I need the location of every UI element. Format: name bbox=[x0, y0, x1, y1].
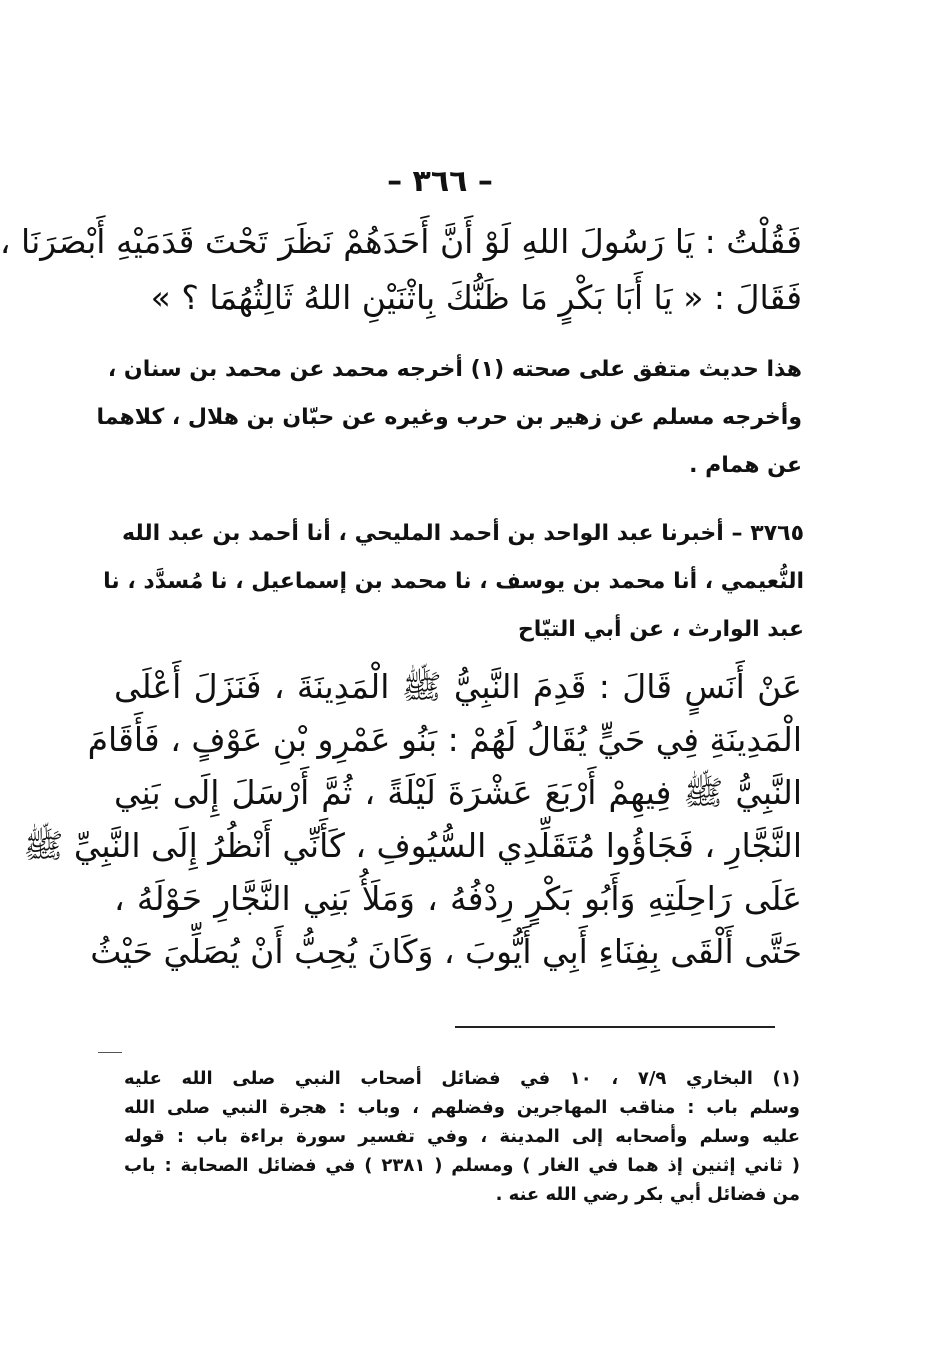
text-line: وأخرجه مسلم عن زهير بن حرب وغيره عن حبّان بن هلال ، كلاهما bbox=[96, 405, 802, 430]
hadith-grading-commentary bbox=[96, 346, 802, 490]
text-line: النَّبِيُّ ﷺ فِيهِمْ أَرْبَعَ عَشْرَةَ لَيْلَةً ، ثُمَّ أَرْسَلَ إِلَى بَنِي bbox=[114, 773, 802, 812]
text-line: عن همام . bbox=[689, 453, 802, 478]
footnote-line: ( ثاني إثنين إذ هما في الغار ) ومسلم ( ٢٣٨١ ) في فضائل الصحابة : باب bbox=[124, 1155, 800, 1176]
footnote-line: عليه وسلم وأصحابه إلى المدينة ، وفي تفسير سورة براءة باب : قوله bbox=[124, 1126, 800, 1147]
text-line: فَقَالَ : « يَا أَبَا بَكْرٍ مَا ظَنُّكَ بِاثْنَيْنِ اللهُ ثَالِثُهُمَا ؟ » bbox=[150, 278, 802, 317]
text-line: عَنْ أَنَسٍ قَالَ : قَدِمَ النَّبِيُّ ﷺ الْمَدِينَةَ ، فَنَزَلَ أَعْلَى bbox=[114, 667, 802, 706]
footnote-divider bbox=[455, 1026, 775, 1028]
text-line: ٣٧٦٥ – أخبرنا عبد الواحد بن أحمد المليحي ، أنا أحمد بن عبد الله bbox=[122, 521, 804, 546]
footnote-line: وسلم باب : مناقب المهاجرين وفضلهم ، وباب : هجرة النبي صلى الله bbox=[124, 1097, 800, 1118]
footnote-line: من فضائل أبي بكر رضي الله عنه . bbox=[495, 1184, 800, 1205]
hadith-text-continuation bbox=[0, 214, 802, 326]
text-line: فَقُلْتُ : يَا رَسُولَ اللهِ لَوْ أَنَّ أَحَدَهُمْ نَظَرَ تَحْتَ قَدَمَيْهِ أَبْصَرَنَا ، bbox=[0, 222, 802, 261]
text-line: عبد الوارث ، عن أبي التيّاح bbox=[517, 617, 804, 642]
page-number: – ٣٦٦ – bbox=[387, 164, 493, 199]
text-line: النُّعيمي ، أنا محمد بن يوسف ، نا محمد بن إسماعيل ، نا مُسدَّد ، نا bbox=[103, 569, 804, 594]
text-line: حَتَّى أَلْقَى بِفِنَاءِ أَبِي أَيُّوبَ ، وَكَانَ يُحِبُّ أَنْ يُصَلِّيَ حَيْثُ bbox=[90, 932, 802, 971]
text-line: النَّجَّارِ ، فَجَاؤُوا مُتَقَلِّدِي السُّيُوفِ ، كَأَنِّي أَنْظُرُ إِلَى النَّبِيِّ ﷺ bbox=[23, 826, 802, 865]
text-line: الْمَدِينَةِ فِي حَيٍّ يُقَالُ لَهُمْ : بَنُو عَمْرِو بْنِ عَوْفٍ ، فَأَقَامَ bbox=[87, 720, 802, 759]
footnote-line: (١) البخاري ٧/٩ ، ١٠ في فضائل أصحاب النبي صلى الله عليه bbox=[124, 1068, 800, 1089]
footnotes bbox=[124, 1064, 800, 1209]
text-line: عَلَى رَاحِلَتِهِ وَأَبُو بَكْرٍ رِدْفُهُ ، وَمَلَأُ بَنِي النَّجَّارِ حَوْلَهُ ، bbox=[114, 879, 802, 918]
hadith-text-matn bbox=[23, 660, 802, 978]
margin-mark bbox=[98, 1052, 122, 1053]
hadith-isnad-chain bbox=[103, 510, 804, 654]
text-line: هذا حديث متفق على صحته (١) أخرجه محمد عن محمد بن سنان ، bbox=[107, 357, 802, 382]
